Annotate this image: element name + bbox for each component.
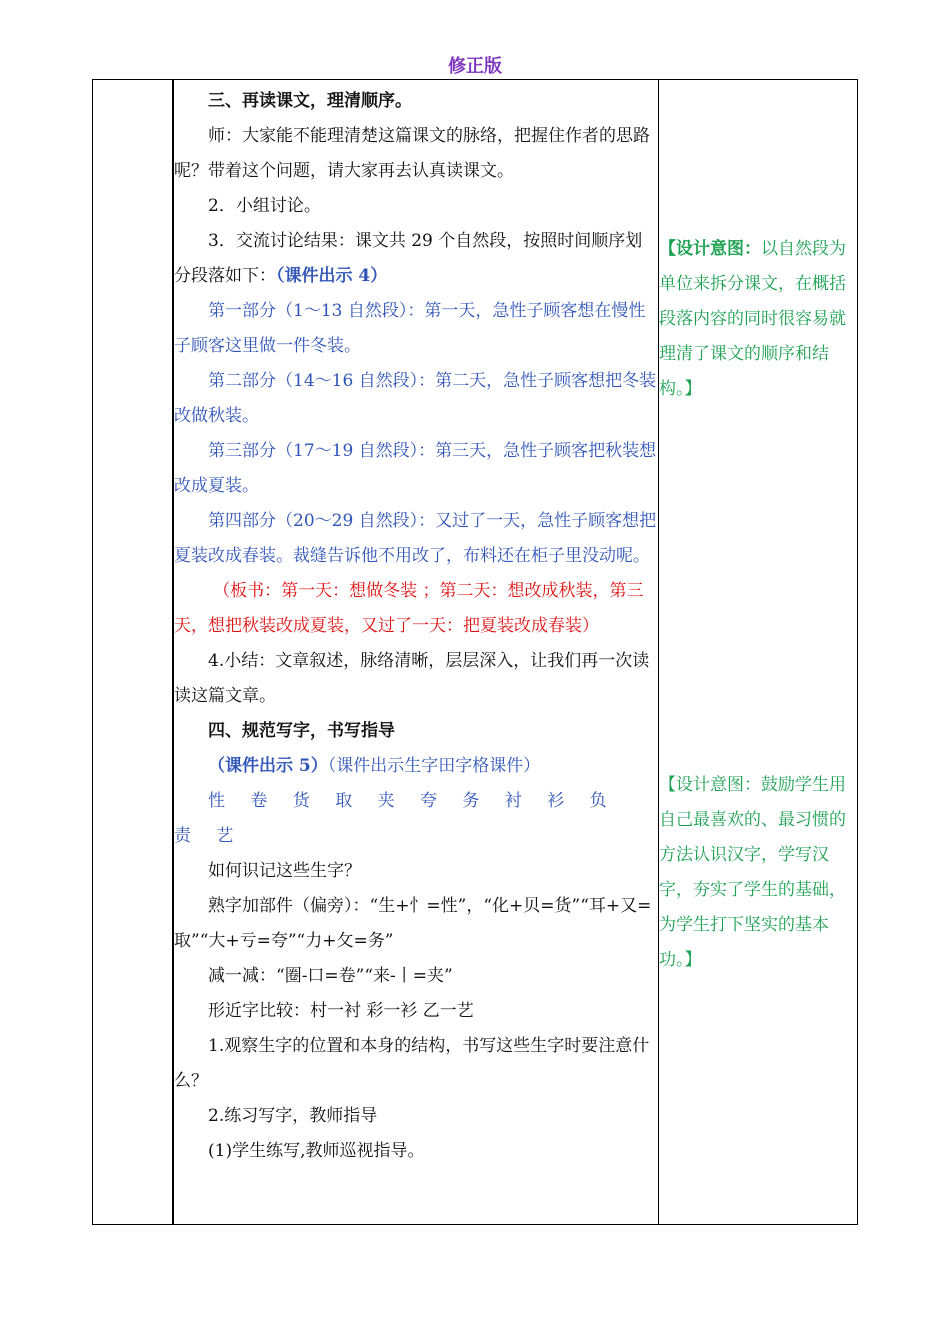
part-four: 第四部分（20～29 自然段）：又过了一天，急性子顾客想把夏装改成春装。裁缝告诉他不用改了，布料还在柜子里没动呢。 [174, 511, 657, 566]
writing-step-three: (1)学生练写,教师巡视指导。 [208, 1141, 425, 1161]
method-subtract: 减一减：“圈-口=卷”“来-丨=夹” [208, 966, 453, 986]
teacher-question: 师：大家能不能理清楚这篇课文的脉络，把握住作者的思路呢？带着这个问题，请大家再去认真读课文。 [174, 126, 650, 181]
design-intent-label: 【设计意图： [659, 239, 761, 259]
writing-step-two: 2.练习写字，教师指导 [208, 1106, 378, 1126]
design-intent-text-1: 以自然段为单位来拆分课文，在概括段落内容的同时很容易就理清了课文的顺序和结构。】 [659, 239, 846, 399]
lesson-summary: 4.小结：文章叙述，脉络清晰，层层深入，让我们再一次读读这篇文章。 [174, 651, 650, 706]
section-four-title: 四、规范写字，书写指导 [208, 721, 395, 741]
section-three-title: 三、再读课文，理清顺序。 [208, 91, 412, 111]
part-three: 第三部分（17～19 自然段）：第三天，急性子顾客把秋装想改成夏装。 [174, 441, 657, 496]
design-intent-note-1 [659, 232, 855, 407]
part-two: 第二部分（14～16 自然段）：第二天，急性子顾客想把冬装改做秋装。 [174, 371, 657, 426]
method-add-radical: 熟字加部件（偏旁）：“生+忄=性”，“化+贝=货”“耳+又=取”“大+亏=夸”“力+攵=务” [174, 896, 652, 951]
page-header: 修正版 [448, 56, 502, 77]
lesson-content [174, 84, 658, 1169]
group-discussion: 2．小组讨论。 [208, 196, 321, 216]
method-compare: 形近字比较：村一衬 彩一衫 乙一艺 [208, 1001, 474, 1021]
writing-step-one: 1.观察生字的位置和本身的结构，书写这些生字时要注意什么？ [174, 1036, 650, 1091]
discussion-result-text: 3．交流讨论结果：课文共 29 个自然段，按照时间顺序划分段落如下： [174, 231, 643, 286]
board-writing: （板书：第一天：想做冬装 ；第二天：想改成秋装，第三天，想把秋装改成夏装，又过了一天：把夏装改成春装） [174, 581, 644, 636]
courseware-tag-4: （课件出示 4） [276, 266, 388, 286]
courseware-tag-5-rest: （课件出示生字田字格课件） [327, 756, 541, 776]
part-one: 第一部分（1～13 自然段）：第一天，急性子顾客想在慢性子顾客这里做一件冬装。 [174, 301, 646, 356]
discussion-result [174, 224, 658, 294]
memorize-question: 如何识记这些生字？ [208, 861, 361, 881]
new-characters: 性 卷 货 取 夹 夸 务 衬 衫 负 责 艺 [174, 791, 617, 846]
courseware-tag-5: （课件出示 5） [208, 756, 328, 776]
design-intent-note-2: 【设计意图：鼓励学生用自己最喜欢的、最习惯的方法认识汉字，学写汉字，夯实了学生的基础，为学生打下坚实的基本功。】 [659, 775, 846, 970]
courseware-line-5 [174, 749, 658, 784]
